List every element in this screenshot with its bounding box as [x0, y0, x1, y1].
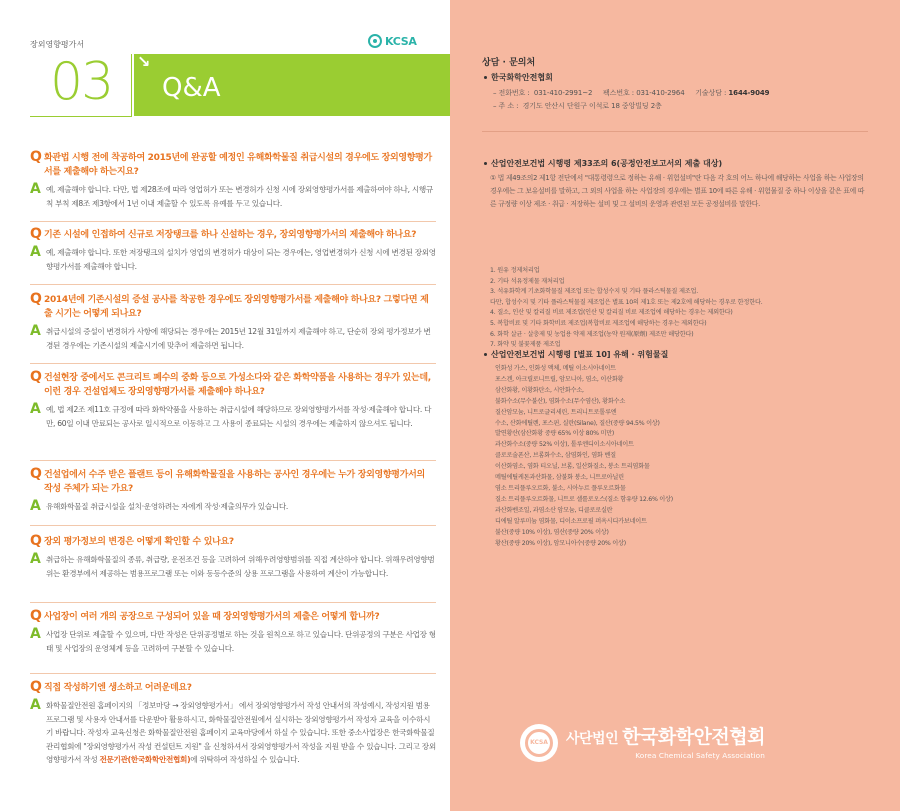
list-item: 2. 기타 석유정제물 재처리업: [490, 277, 565, 285]
footer-logo: [520, 724, 765, 762]
qa-item-1: [30, 150, 436, 210]
qa-separator: [30, 673, 436, 674]
qa-separator: [30, 525, 436, 526]
q-mark-icon: Q: [30, 679, 42, 695]
list-item: 다만, 합성수지 및 기타 플라스틱물질 제조업은 별표 10의 제1호 또는 제2호에 해당하는 경우로 한정한다.: [490, 298, 763, 306]
list-item: 염소 트리플루오르화, 불소, 시아누르 플루오르화물: [495, 484, 626, 492]
hazardous-substance-list: [495, 364, 875, 549]
q-mark-icon: Q: [30, 291, 42, 307]
a-mark-icon: A: [30, 323, 41, 339]
kcsa-logo: [368, 33, 417, 49]
list-item: 인화성 가스, 인화성 액체, 메틸 이소시아네이트: [495, 365, 616, 372]
question: Q 사업장이 여러 개의 공장으로 구성되어 있을 때 장외영향평가서의 제출은 어떻게 합니까?: [30, 608, 380, 624]
a-mark-icon: A: [30, 181, 41, 197]
contact-separator: [482, 131, 868, 132]
qa-separator: [30, 221, 436, 222]
section1-list: [490, 266, 870, 351]
q-mark-icon: Q: [30, 369, 42, 385]
question: Q 화관법 시행 전에 착공하여 2015년에 완공할 예정인 유해화학물질 취급시설의 경우에도 장외영향평가서를 제출해야 하는지요?: [30, 149, 432, 177]
answer: A 예, 법 제2조 제11호 규정에 따라 화학약품을 사용하는 취급시설에 해당하므로 장외영향평가서를 작성·제출해야 합니다. 다만, 60일 이내 만료되는 공사로 일시적으로 이동하고 그 사용이 종료되는 시설의 경우에는 제출하지 않으셔도 됩니다.: [30, 401, 432, 428]
list-item: 디에틸 알루미늄 염화물, 디이소프로필 퍼옥시디카보네이트: [495, 517, 647, 525]
a-mark-icon: A: [30, 498, 41, 514]
contact-address-row: – 주 소 : 경기도 안산시 단원구 이석로 18 중앙빌딩 2층: [493, 102, 662, 110]
a-mark-icon: A: [30, 551, 41, 567]
contact-title: 상담 · 문의처: [482, 58, 536, 68]
list-item: 4. 질소, 인산 및 칼리질 비료 제조업(인산 및 칼리질 비료 제조업에 해당하는 경우는 제외한다): [490, 309, 733, 317]
footer-org-name: 사단법인 한국화학안전협회 Korea Chemical Safety Association: [566, 726, 765, 760]
list-item: 불화수소(무수불산), 염화수소(무수염산), 황화수소: [495, 397, 626, 405]
section1-title: 산업안전보건법 시행령 제33조의 6(공정안전보고서의 제출 대상): [484, 158, 722, 169]
qa-item-6: [30, 534, 436, 580]
q-mark-icon: Q: [30, 226, 42, 242]
question: Q 건설업에서 수주 받은 플랜트 등이 유해화학물질을 사용하는 공사인 경우에는 누가 장외영향평가서의 작성 주체가 되는 가요?: [30, 466, 425, 494]
a-mark-icon: A: [30, 244, 41, 260]
question: Q 2014년에 기존시설의 증설 공사를 착공한 경우에도 장외영향평가서를 제출해야 하나요? 그렇다면 제출 시기는 어떻게 되나요?: [30, 291, 429, 319]
list-item: 클로로술폰산, 브롬화수소, 삼염화인, 염화 벤질: [495, 452, 616, 460]
bullet-icon: [484, 162, 487, 165]
answer: A 예, 제출해야 합니다. 또한 저장탱크의 설치가 영업의 변경허가 대상이 되는 경우에는, 영업변경허가 신청 시에 변경된 장외영향평가서를 제출해야 합니다.: [30, 244, 436, 271]
qa-item-2: [30, 227, 436, 273]
answer: A 취급시설의 증설이 변경허가 사항에 해당되는 경우에는 2015년 12월 31일까지 제출해야 하고, 단순히 장외 평가정보가 변경된 경우에는 기존시설의 제출시기에 맞추어 제출하면 됩니다.: [30, 323, 431, 350]
list-item: 3. 석유화학계 기초화학물질 제조업 또는 합성수지 및 기타 플라스틱물질 제조업.: [490, 288, 699, 296]
chapter-underline: [30, 116, 131, 117]
kcsa-emblem-icon: KCSA: [520, 724, 558, 762]
contact-org: 한국화학안전협회: [484, 72, 553, 83]
kcsa-logo-text: KCSA: [385, 34, 417, 48]
answer: A 예, 제출해야 합니다. 다만, 법 제28조에 따라 영업허가 또는 변경허가 신청 시에 장외영향평가서를 제출하여야 하나, 시행규칙 부칙 제8조 제3항에서 1년 이내 제출할 수 있도록 유예를 두고 있습니다.: [30, 181, 433, 208]
a-mark-icon: A: [30, 626, 41, 642]
list-item: 7. 화약 및 불꽃제품 제조업: [490, 341, 561, 349]
section1-paragraph: ① 법 제49조의2 제1항 전단에서 "대통령령으로 정하는 유해 · 위험설비"란 다음 각 호의 어느 하나에 해당하는 사업을 하는 사업장의 경우에는 그 보유설비를 말하고, 그 외의 사업을 하는 사업장의 경우에는 별표 10에 따른 유해 · 위험물질 중 하나 이상을 같은 표에 따른 규정량 이상 제조 · 취급 · 저장하는 설비 및 그 설비의 운영과 관련된 모든 공정설비를 말한다.: [490, 174, 865, 208]
question: Q 직접 작성하기엔 생소하고 어려운데요?: [30, 679, 192, 695]
answer: A 취급하는 유해화학물질의 종류, 취급량, 운전조건 등을 고려하여 위해우려영향범위를 직접 계산하야 합니다. 위해우려영향범위는 환경부에서 제공하는 범용프로그램 또는 이와 동등수준의 상용 프로그램을 사용하여 계산이 가능합니다.: [30, 551, 435, 578]
list-item: 불산(중량 10% 이상), 염산(중량 20% 이상): [495, 528, 609, 536]
qa-separator: [30, 460, 436, 461]
list-item: 메틸에틸케톤과산화물, 삼불화 붕소, 니트로아닐린: [495, 474, 624, 482]
question: Q 건설현장 중에서도 콘크리트 폐수의 중화 등으로 가성소다와 같은 화학약품을 사용하는 경우가 있는데, 이런 경우 건설업체도 장외영향평가서를 제출해야 하나요?: [30, 369, 431, 397]
bullet-icon: [484, 76, 487, 79]
qa-separator: [30, 284, 436, 285]
chapter-title: Q&A: [162, 73, 221, 103]
qa-item-7: [30, 609, 436, 655]
answer-text: 화학물질안전원 홈페이지의 「정보마당 → 장외영향평가서」 에서 장외영향평가서 작성 안내서의 작성예시, 작성지원 범용프로그램 및 사용자 안내서를 다운받아 활용하시고, 화학물질안전원에서 실시하는 장외영향평가서 작성자 교육을 이수하시기 바랍니다. 작성자 교육신청은 화학물질안전원 홈페이지 교육마당에서 하실 수 있습니다. 또한 중소사업장은 한국화학물질관리협회에 "장외영향평가서 작성 컨설턴트 지원" 을 신청하셔서 장외영향평가서 작성을 지원 받을 수 있습니다. 그리고 장외영향평가서 작성 전문기관(한국화학안전협회)에 위탁하여 작성하실 수 있습니다.: [46, 701, 436, 765]
chapter-divider: [131, 54, 132, 117]
section2-title: 산업안전보건법 시행령 [별표 10] 유해 · 위험물질: [484, 349, 668, 360]
list-item: 삼산화황, 이황화탄소, 시안화수소,: [495, 386, 584, 394]
list-item: 질산암모늄, 니트로글리세린, 트리니트로톨루엔: [495, 408, 617, 416]
list-item: 수소, 산화에틸렌, 포스핀, 실란(Silane), 질산(중량 94.5% 이상): [495, 419, 660, 427]
list-item: 과산화벤조일, 과염소산 암모늄, 디클로로실란: [495, 506, 613, 514]
list-item: 포스겐, 아크릴로니트릴, 암모니아, 염소, 이산화황: [495, 375, 624, 383]
a-mark-icon: A: [30, 401, 41, 417]
list-item: 1. 원유 정제처리업: [490, 267, 540, 274]
qa-separator: [30, 602, 436, 603]
contact-phone-row: – 전화번호 : 031-410-2991~2 팩스번호 : 031-410-2964 기술상담 : 1644-9049: [493, 89, 770, 97]
qa-item-8: [30, 680, 436, 767]
answer: A 사업장 단위로 제출할 수 있으며, 다만 작성은 단위공정별로 하는 것을 원칙으로 하고 있습니다. 단위공정의 구분은 사업장 형태 및 사업장의 운영체계 등을 고려하여 구분할 수 있습니다.: [30, 626, 436, 653]
list-item: 과산화수소(중량 52% 이상), 톨루엔디이소시아네이트: [495, 441, 634, 449]
kcsa-logo-icon: [368, 34, 382, 48]
q-mark-icon: Q: [30, 466, 42, 482]
qa-item-3: [30, 292, 436, 352]
qa-item-5: [30, 467, 436, 514]
list-item: 6. 화학 살균 · 살충제 및 농업용 약제 제조업(농약 원제(原劑) 제조만 해당한다): [490, 330, 694, 338]
doc-label: 장외영향평가서: [30, 40, 85, 49]
expert-org-highlight: 전문기관(한국화학안전협회): [99, 755, 191, 765]
answer: A 유해화학물질 취급시설을 설치·운영하려는 자에게 작성·제출의무가 있습니다.: [30, 498, 289, 514]
answer: [30, 698, 436, 767]
qa-separator: [30, 363, 436, 364]
q-mark-icon: Q: [30, 533, 42, 549]
question: Q 장외 평가정보의 변경은 어떻게 확인할 수 있나요?: [30, 533, 234, 549]
qa-item-4: [30, 370, 436, 430]
arrow-down-right-icon: ↘: [137, 52, 151, 71]
a-mark-icon: A: [30, 697, 41, 713]
list-item: 발연황산(삼산화황 중량 65% 이상 80% 미만): [495, 430, 615, 438]
q-mark-icon: Q: [30, 608, 42, 624]
chapter-number: 03: [50, 52, 113, 112]
list-item: 황산(중량 20% 이상), 암모니아수(중량 20% 이상): [495, 539, 626, 547]
list-item: 5. 복합비료 및 기타 화학비료 제조업(복합비료 제조업에 해당하는 경우는 제외한다): [490, 319, 707, 327]
list-item: 질소 트리플루오르화물, 니트로 셀롤로오스(질소 함유량 12.6% 이상): [495, 495, 673, 503]
list-item: 이산화염소, 염화 티오닐, 브롬, 일산화질소, 붕소 트리염화물: [495, 463, 650, 471]
right-page: [450, 0, 900, 811]
bullet-icon: [484, 353, 487, 356]
question: Q 기존 시설에 인접하여 신규로 저장탱크를 하나 신설하는 경우, 장외영향평가서의 제출해야 하나요?: [30, 226, 417, 242]
q-mark-icon: Q: [30, 149, 42, 165]
